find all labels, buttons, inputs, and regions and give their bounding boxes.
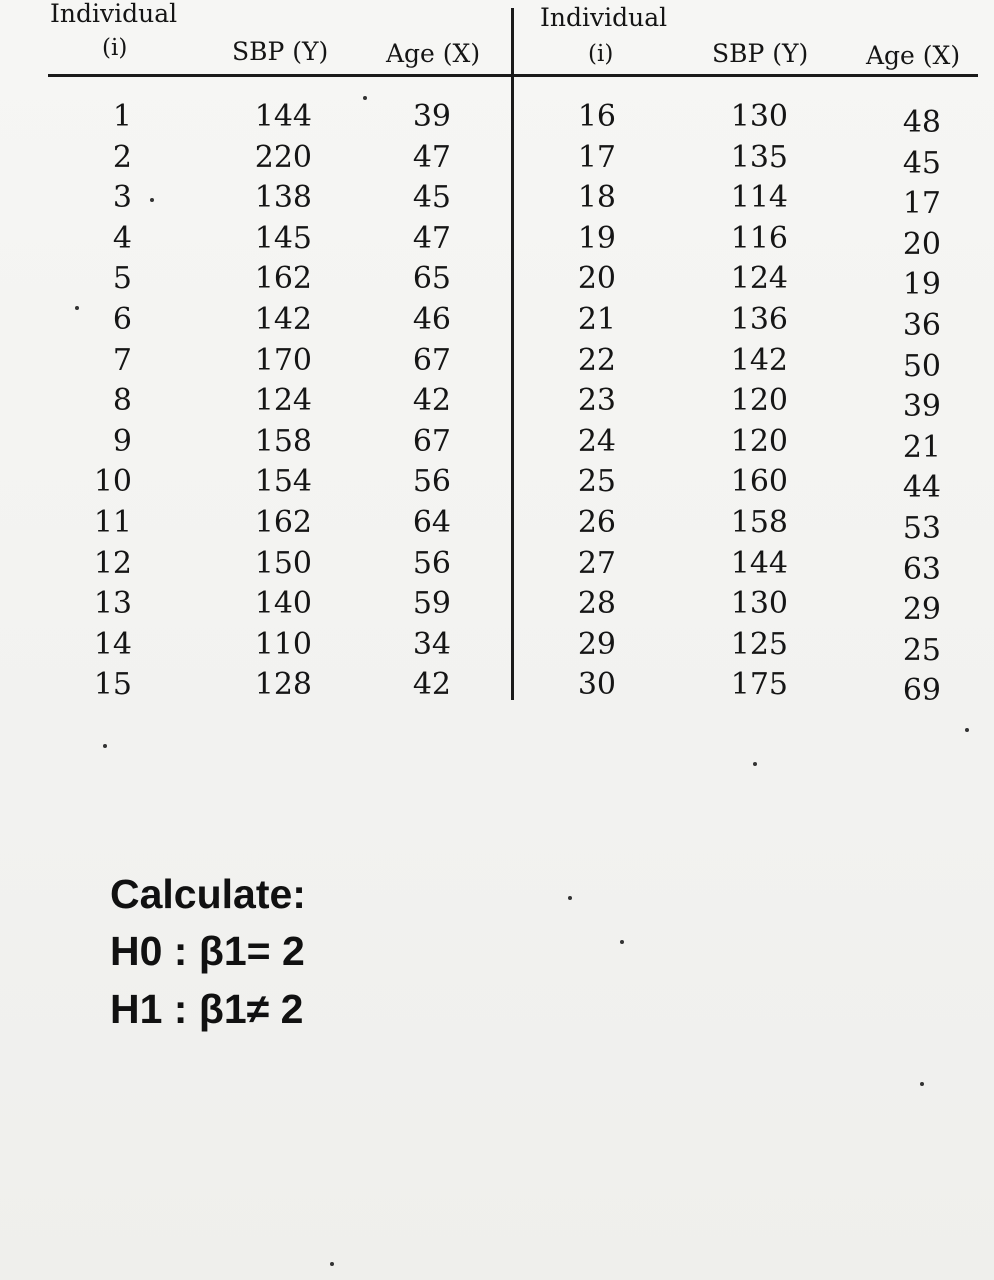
age-value: 36 bbox=[902, 308, 941, 343]
sbp-value: 114 bbox=[730, 180, 788, 216]
age-value: 42 bbox=[412, 667, 451, 703]
age-value: 56 bbox=[412, 545, 451, 581]
age-value: 45 bbox=[412, 180, 451, 216]
row-index: 18 bbox=[577, 180, 616, 216]
row-index: 14 bbox=[93, 626, 132, 662]
row-index: 24 bbox=[577, 423, 616, 459]
row-index: 12 bbox=[93, 545, 132, 581]
sbp-value: 120 bbox=[730, 423, 788, 459]
row-index: 20 bbox=[577, 261, 616, 297]
sbp-value: 128 bbox=[254, 667, 312, 703]
age-value: 63 bbox=[902, 551, 941, 587]
row-index: 29 bbox=[577, 626, 616, 662]
age-value: 39 bbox=[412, 99, 451, 134]
age-value: 67 bbox=[412, 342, 451, 378]
sbp-value: 124 bbox=[254, 383, 312, 419]
row-index: 6 bbox=[112, 302, 132, 337]
sbp-value: 136 bbox=[730, 302, 788, 337]
age-value: 39 bbox=[902, 389, 941, 425]
age-value: 20 bbox=[902, 226, 941, 262]
sbp-value: 135 bbox=[730, 139, 788, 175]
row-index: 2 bbox=[112, 139, 132, 175]
age-value: 21 bbox=[902, 429, 941, 465]
age-value: 45 bbox=[902, 145, 941, 181]
row-index: 26 bbox=[577, 505, 616, 540]
right-header-sbp: SBP (Y) bbox=[712, 39, 809, 68]
age-value: 53 bbox=[902, 511, 941, 546]
sbp-value: 154 bbox=[254, 464, 312, 500]
row-index: 28 bbox=[577, 586, 616, 622]
row-index: 25 bbox=[577, 464, 616, 500]
alternative-hypothesis: H1 : β1≠ 2 bbox=[110, 986, 304, 1032]
sbp-value: 162 bbox=[254, 505, 312, 540]
speck bbox=[330, 1262, 334, 1266]
sbp-value: 144 bbox=[730, 545, 788, 581]
speck bbox=[103, 744, 107, 748]
age-value: 56 bbox=[412, 464, 451, 500]
sbp-value: 110 bbox=[254, 626, 312, 662]
row-index: 7 bbox=[112, 342, 132, 378]
sbp-value: 142 bbox=[730, 342, 788, 378]
row-index: 22 bbox=[577, 342, 616, 378]
sbp-value: 162 bbox=[254, 261, 312, 297]
row-index: 8 bbox=[112, 383, 132, 419]
sbp-value: 145 bbox=[254, 220, 312, 256]
sbp-value: 124 bbox=[730, 261, 788, 297]
sbp-value: 142 bbox=[254, 302, 312, 337]
row-index: 17 bbox=[577, 139, 616, 175]
speck bbox=[753, 762, 757, 766]
left-header-individual: Individual bbox=[50, 0, 178, 28]
sbp-value: 158 bbox=[254, 423, 312, 459]
speck bbox=[75, 306, 79, 310]
row-index: 13 bbox=[93, 586, 132, 622]
row-index: 16 bbox=[577, 99, 616, 134]
row-index: 10 bbox=[93, 464, 132, 500]
age-value: 67 bbox=[412, 423, 451, 459]
row-index: 23 bbox=[577, 383, 616, 419]
sbp-value: 130 bbox=[730, 99, 788, 134]
speck bbox=[920, 1082, 924, 1086]
right-header-index: (i) bbox=[588, 41, 614, 67]
left-header-index: (i) bbox=[102, 35, 128, 61]
row-index: 27 bbox=[577, 545, 616, 581]
age-value: 47 bbox=[412, 139, 451, 175]
sbp-value: 158 bbox=[730, 505, 788, 540]
age-value: 59 bbox=[412, 586, 451, 622]
age-value: 25 bbox=[902, 632, 941, 668]
age-value: 48 bbox=[902, 105, 941, 140]
null-hypothesis: H0 : β1= 2 bbox=[110, 928, 305, 974]
sbp-value: 150 bbox=[254, 545, 312, 581]
age-value: 50 bbox=[902, 348, 941, 384]
age-value: 29 bbox=[902, 592, 941, 628]
speck bbox=[363, 96, 367, 100]
row-index: 15 bbox=[93, 667, 132, 703]
row-index: 4 bbox=[112, 220, 132, 256]
sbp-value: 130 bbox=[730, 586, 788, 622]
speck bbox=[965, 728, 969, 732]
speck bbox=[150, 198, 154, 202]
row-index: 21 bbox=[577, 302, 616, 337]
row-index: 30 bbox=[577, 667, 616, 703]
sbp-value: 170 bbox=[254, 342, 312, 378]
left-header-age: Age (X) bbox=[386, 39, 481, 68]
right-header-individual: Individual bbox=[540, 3, 668, 32]
sbp-value: 138 bbox=[254, 180, 312, 216]
age-value: 44 bbox=[902, 470, 941, 506]
age-value: 47 bbox=[412, 220, 451, 256]
age-value: 19 bbox=[902, 267, 941, 303]
row-index: 5 bbox=[112, 261, 132, 297]
row-index: 11 bbox=[93, 505, 132, 540]
age-value: 17 bbox=[902, 186, 941, 222]
sbp-value: 140 bbox=[254, 586, 312, 622]
row-index: 19 bbox=[577, 220, 616, 256]
sbp-value: 116 bbox=[730, 220, 788, 256]
age-value: 42 bbox=[412, 383, 451, 419]
age-value: 64 bbox=[412, 505, 451, 540]
row-index: 9 bbox=[112, 423, 132, 459]
age-value: 69 bbox=[902, 673, 941, 709]
sbp-value: 220 bbox=[254, 139, 312, 175]
age-value: 34 bbox=[412, 626, 451, 662]
speck bbox=[620, 940, 624, 944]
column-divider bbox=[511, 8, 514, 700]
sbp-value: 175 bbox=[730, 667, 788, 703]
age-value: 46 bbox=[412, 302, 451, 337]
question-heading: Calculate: bbox=[110, 871, 306, 917]
sbp-value: 144 bbox=[254, 99, 312, 134]
sbp-value: 125 bbox=[730, 626, 788, 662]
sbp-value: 120 bbox=[730, 383, 788, 419]
right-header-age: Age (X) bbox=[866, 41, 961, 70]
age-value: 65 bbox=[412, 261, 451, 297]
speck bbox=[568, 896, 572, 900]
row-index: 1 bbox=[112, 99, 132, 134]
left-header-sbp: SBP (Y) bbox=[232, 37, 329, 66]
sbp-value: 160 bbox=[730, 464, 788, 500]
row-index: 3 bbox=[112, 180, 132, 216]
